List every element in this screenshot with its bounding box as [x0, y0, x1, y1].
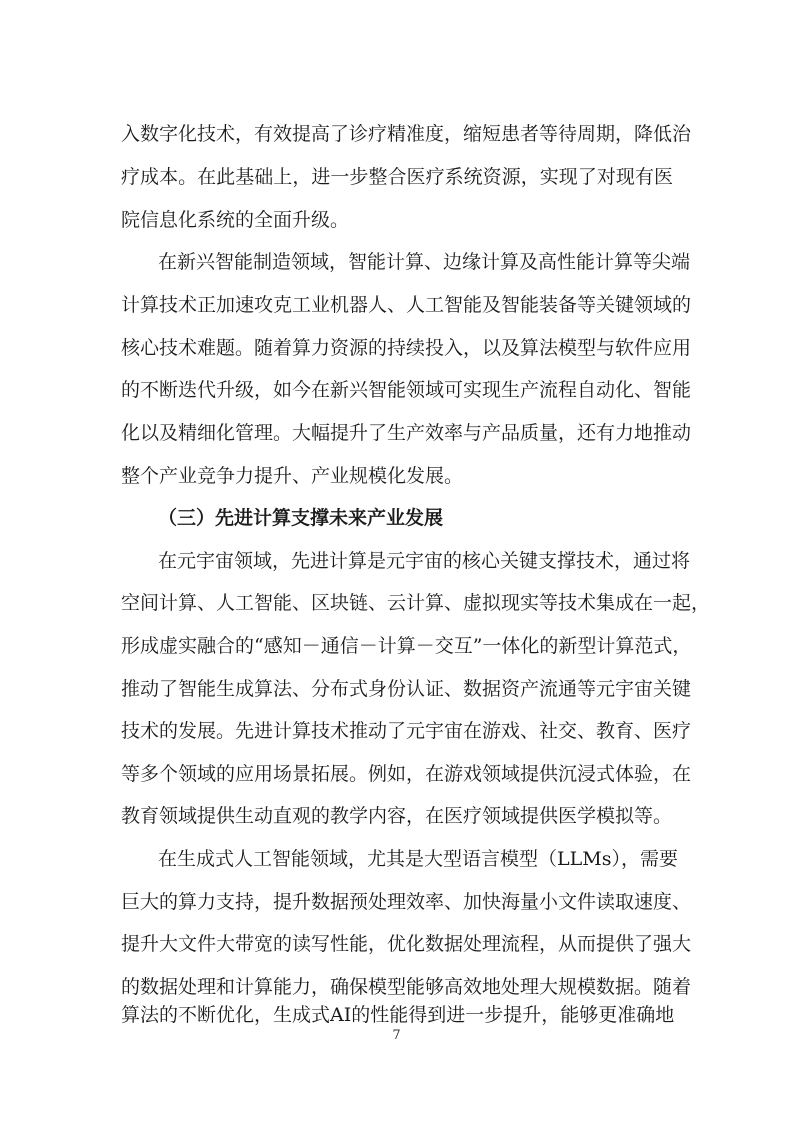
text-line: 计算技术正加速攻克工业机器人、人工智能及智能装备等关键领域的	[121, 294, 692, 316]
section-heading: （三）先进计算支撑未来产业发展	[158, 507, 444, 529]
text-line: 教育领域提供生动直观的教学内容，在医疗领域提供医学模拟等。	[121, 805, 673, 827]
text-line: 在元宇宙领域，先进计算是元宇宙的核心关键支撑技术，通过将	[158, 550, 691, 572]
text-line: 算法的不断优化，生成式AI的性能得到进一步提升，能够更准确地	[121, 1004, 675, 1026]
text-line: 空间计算、人工智能、区块链、云计算、虚拟现实等技术集成在一起，	[121, 592, 711, 614]
text-line: 疗成本。在此基础上，进一步整合医疗系统资源，实现了对现有医	[121, 166, 673, 188]
text-line: 的数据处理和计算能力，确保模型能够高效地处理大规模数据。随着	[121, 976, 692, 998]
text-line: 在新兴智能制造领域，智能计算、边缘计算及高性能计算等尖端	[158, 251, 691, 273]
text-line: 整个产业竞争力提升、产业规模化发展。	[121, 465, 464, 487]
page-number: 7	[392, 1028, 401, 1043]
text-line: 推动了智能生成算法、分布式身份认证、数据资产流通等元宇宙关键	[121, 678, 692, 700]
text-line: 巨大的算力支持，提升数据预处理效率、加快海量小文件读取速度、	[121, 891, 692, 913]
text-line: 在生成式人工智能领域，尤其是大型语言模型（LLMs），需要	[158, 848, 678, 870]
text-line: 技术的发展。先进计算技术推动了元宇宙在游戏、社交、教育、医疗	[121, 720, 692, 742]
text-line: 入数字化技术，有效提高了诊疗精准度，缩短患者等待周期，降低治	[121, 123, 692, 145]
text-line: 化以及精细化管理。大幅提升了生产效率与产品质量，还有力地推动	[121, 422, 692, 444]
text-line: 形成虚实融合的“感知－通信－计算－交互”一体化的新型计算范式，	[121, 635, 692, 657]
text-line: 核心技术难题。随着算力资源的持续投入，以及算法模型与软件应用	[121, 337, 692, 359]
text-line: 提升大文件大带宽的读写性能，优化数据处理流程，从而提供了强大	[121, 933, 692, 955]
text-line: 等多个领域的应用场景拓展。例如，在游戏领域提供沉浸式体验，在	[121, 763, 692, 785]
text-line: 院信息化系统的全面升级。	[121, 209, 350, 231]
text-line: 的不断迭代升级，如今在新兴智能领域可实现生产流程自动化、智能	[121, 379, 692, 401]
